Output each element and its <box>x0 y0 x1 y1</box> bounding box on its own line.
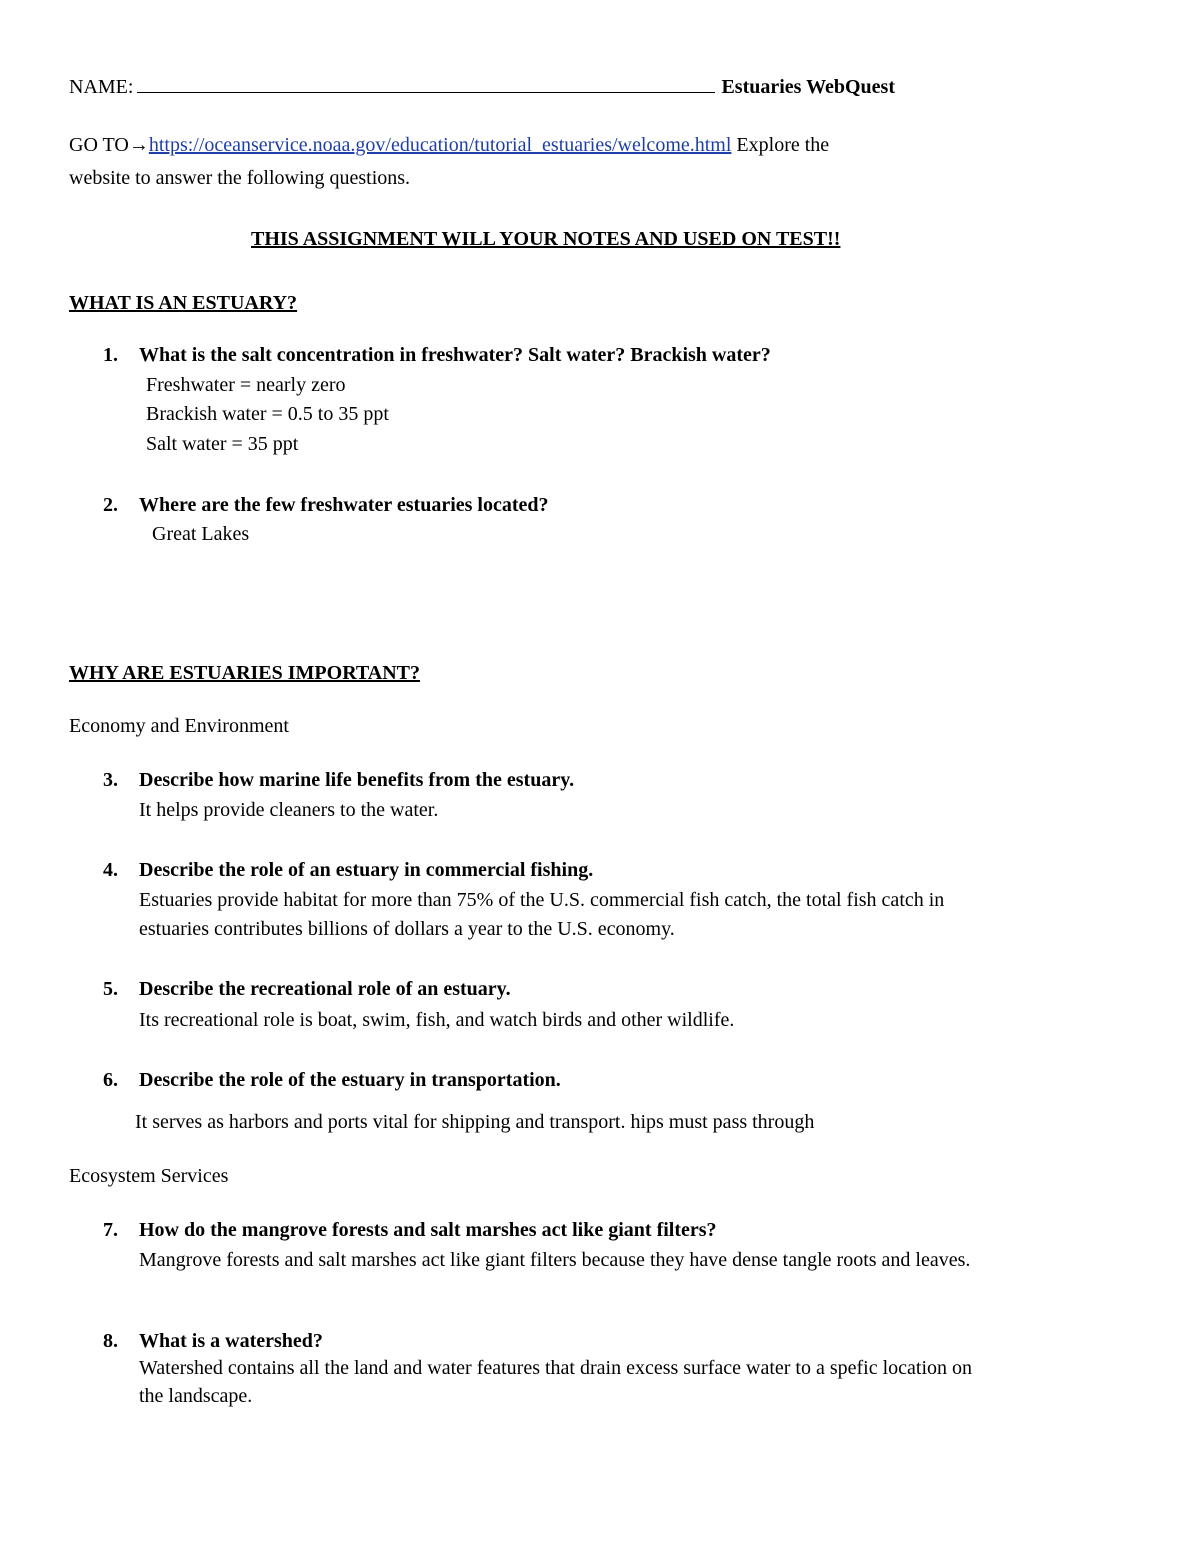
assignment-notice: THIS ASSIGNMENT WILL YOUR NOTES AND USED ON TEST!! <box>251 228 841 250</box>
question-text: Describe the role of an estuary in commercial fishing. <box>139 859 594 881</box>
question-number: 1. <box>103 344 118 366</box>
answer-4-line-2: estuaries contributes billions of dollars a year to the U.S. economy. <box>139 918 675 940</box>
answer-8-line-1: Watershed contains all the land and water features that drain excess surface water to a spefic location on <box>139 1357 973 1379</box>
question-number: 7. <box>103 1219 118 1241</box>
question-3 <box>103 766 574 795</box>
name-field[interactable] <box>137 72 715 93</box>
name-label: NAME: <box>69 76 134 98</box>
question-number: 5. <box>103 978 118 1000</box>
question-4 <box>103 856 593 885</box>
intro-text-after-link: Explore the <box>731 134 830 156</box>
answer-1-line-2: Brackish water = 0.5 to 35 ppt <box>146 403 389 425</box>
subheading-economy: Economy and Environment <box>69 715 289 737</box>
question-text: How do the mangrove forests and salt marshes act like giant filters? <box>139 1219 717 1241</box>
question-number: 4. <box>103 859 118 881</box>
question-text: Describe the role of the estuary in transportation. <box>139 1069 561 1091</box>
answer-5: Its recreational role is boat, swim, fish, and watch birds and other wildlife. <box>139 1009 735 1031</box>
question-text: What is the salt concentration in freshwater? Salt water? Brackish water? <box>139 344 771 366</box>
question-text: Where are the few freshwater estuaries located? <box>139 494 549 516</box>
answer-6: It serves as harbors and ports vital for shipping and transport. hips must pass through <box>135 1111 815 1133</box>
question-5 <box>103 975 511 1004</box>
answer-4-line-1: Estuaries provide habitat for more than 75% of the U.S. commercial fish catch, the total fish catch in <box>139 889 945 911</box>
answer-1-line-3: Salt water = 35 ppt <box>146 433 299 455</box>
question-text: What is a watershed? <box>139 1330 323 1352</box>
worksheet-title: Estuaries WebQuest <box>721 76 895 98</box>
answer-2: Great Lakes <box>152 523 250 545</box>
section-heading-why-important: WHY ARE ESTUARIES IMPORTANT? <box>69 662 421 684</box>
name-row <box>69 72 895 102</box>
question-number: 6. <box>103 1069 118 1091</box>
question-number: 2. <box>103 494 118 516</box>
section-heading-what-is-estuary: WHAT IS AN ESTUARY? <box>69 292 298 314</box>
question-number: 8. <box>103 1330 118 1352</box>
question-text: Describe how marine life benefits from the estuary. <box>139 769 575 791</box>
answer-7: Mangrove forests and salt marshes act like giant filters because they have dense tangle roots and leaves. <box>139 1249 971 1271</box>
intro-line-1 <box>69 131 829 160</box>
question-number: 3. <box>103 769 118 791</box>
answer-1-line-1: Freshwater = nearly zero <box>146 374 346 396</box>
question-7 <box>103 1216 717 1245</box>
subheading-ecosystem-services: Ecosystem Services <box>69 1165 229 1187</box>
answer-3: It helps provide cleaners to the water. <box>139 799 439 821</box>
go-to-label: GO TO→ <box>69 134 149 156</box>
question-text: Describe the recreational role of an estuary. <box>139 978 511 1000</box>
question-2 <box>103 491 549 520</box>
answer-8-line-2: the landscape. <box>139 1385 253 1407</box>
intro-line-2: website to answer the following questions. <box>69 167 411 189</box>
question-6 <box>103 1066 561 1095</box>
question-1 <box>103 341 771 370</box>
tutorial-link[interactable]: https://oceanservice.noaa.gov/education/tutorial_estuaries/welcome.html <box>148 134 732 156</box>
question-8 <box>103 1327 323 1356</box>
